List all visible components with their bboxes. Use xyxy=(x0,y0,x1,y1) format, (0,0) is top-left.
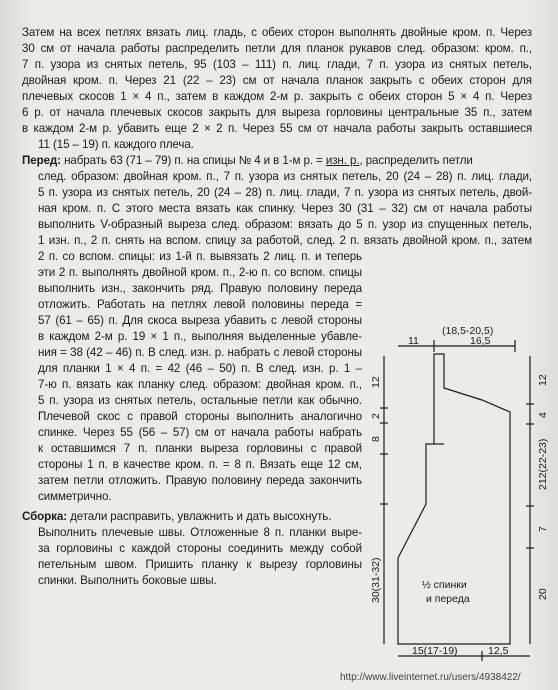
pattern-schematic xyxy=(370,258,550,663)
text-line: эти 2 п. выполнять двойной кром. п., 2-ю п. со вспом. спицы xyxy=(38,266,362,279)
dim-label: 20 xyxy=(537,588,549,600)
dim-label: 2 xyxy=(370,413,382,419)
assembly-first-line xyxy=(22,509,362,525)
text-line: Плечевой скос с правой стороны выполнить аналогично xyxy=(38,410,362,423)
text-line: Затем на всех петлях вязать лиц. гладь, с обеих сторон выполнять двойные кром. п. Через xyxy=(22,26,532,39)
text-line: ния = 38 (42 – 46) п. В след. изн. р. набрать с левой стороны xyxy=(38,346,362,359)
text-line: 1 изн. п., 2 п. снять на вспом. спицу за работой, след. 2 п. вязать двойной кром. п., затем xyxy=(38,234,532,247)
text-line: 6 р. от начала плечевых скосов закрыть для выреза горловины центральные 35 п., затем xyxy=(22,106,532,119)
text-line: 7-ю п. вязать как планку след. образом: двойная кром. п., xyxy=(38,378,362,391)
dim-label: 11 xyxy=(408,335,419,347)
piece-caption: и переда xyxy=(426,593,470,605)
text-line: к оставшимся 7 п. планки выреза горловины с правой xyxy=(38,442,362,455)
text-line: спинки. Выполнить боковые швы. xyxy=(38,574,217,587)
dim-label: 30(31-32) xyxy=(370,557,382,603)
dim-label: 4 xyxy=(537,412,549,418)
text-line: для планки 1 × 4 п. = 42 (46 – 50) п. В след. изн. р. 1 – xyxy=(38,362,362,375)
text-line: симметрично. xyxy=(38,490,112,503)
text-line: отложить. Работать на петлях левой половины переда = xyxy=(38,298,362,311)
dim-label: (18,5-20,5) xyxy=(442,325,494,337)
text-line: след. образом: двойная кром. п., 7 п. узора из снятых петель, 20 (24 – 28) п. лиц. глади, xyxy=(38,170,532,183)
text-fragment: , распределить петли xyxy=(359,154,473,167)
text-line: выполнить V-образный выреза след. образом: вязать до 5 п. узор из спущенных петель, xyxy=(38,218,532,231)
text-line: затем петли отложить. Правую половину переда закончить xyxy=(38,474,362,487)
text-line: 30 см от начала работы распределить петли для планок рукавов след. образом: кром. п., xyxy=(22,42,532,55)
front-first-line xyxy=(22,153,532,169)
text-line: двойная кром. п. Через 21 (22 – 23) см от начала планок закрыть с обеих сторон для xyxy=(22,74,532,87)
text-line: за горловины с каждой стороны соединить между собой xyxy=(38,542,362,555)
text-line: 5 п. узора из снятых петель, остальные петли как обычно. xyxy=(38,394,362,407)
text-fragment-underlined: изн. р. xyxy=(325,154,360,167)
assembly-heading: Сборка: xyxy=(22,510,67,523)
text-line: в каждом 2-м р. убавить еще 2 × 2 п. Через 55 см от начала работы закрыть оставшиеся xyxy=(22,122,532,135)
dim-label: 7 xyxy=(537,526,549,532)
text-line: ная кром. п. С этого места вязать как спинку. Через 30 (31 – 32) см от начала работы xyxy=(38,202,532,215)
dim-label: 212(22-23) xyxy=(537,438,549,490)
dim-label: 8 xyxy=(370,436,382,442)
text-line: 2 п. со вспом. спицы: из 1-й п. вывязать 2 лиц. п. и теперь xyxy=(38,250,362,263)
text-line: 7 п. узора из снятых петель, 95 (103 – 111) п. лиц. глади, 7 п. узора из снятых петель, xyxy=(22,58,532,71)
text-fragment: детали расправить, увлажнить и дать высохнуть. xyxy=(70,510,332,523)
text-line: в каждом 2-м р. 19 × 1 п., выполняя выделенные убавле- xyxy=(38,330,362,343)
text-line: выполнить изн., закончить ряд. Правую половину переда xyxy=(38,282,362,295)
dim-label: 12,5 xyxy=(488,645,509,657)
source-url-watermark: http://www.liveinternet.ru/users/4938422/ xyxy=(340,672,521,683)
text-line: петельным швом. Пришить планку к вырезу горловины xyxy=(38,558,362,571)
text-line: Выполнить плечевые швы. Отложенные 8 п. планки выре- xyxy=(38,526,362,539)
dim-label: 12 xyxy=(537,374,549,386)
piece-caption: ½ спинки xyxy=(422,579,467,591)
text-line: 5 п. узора из снятых петель, 20 (24 – 28) п. лиц. глади, 7 п. узора из снятых петель, двой- xyxy=(38,186,532,199)
dim-label: 15(17-19) xyxy=(412,645,458,657)
text-line: спинке. Через 55 (56 – 57) см от начала работы набрать xyxy=(38,426,362,439)
front-heading: Перед: xyxy=(22,154,61,167)
dim-label: 12 xyxy=(370,376,382,388)
text-line: 11 (15 – 19) п. каждого плеча. xyxy=(38,138,194,151)
text-line: 57 (61 – 65) п. Для скоса выреза убавить с левой стороны xyxy=(38,314,362,327)
text-fragment: набрать 63 (71 – 79) п. на спицы № 4 и в 1-м р. = xyxy=(64,154,323,167)
dim-label: 16,5 xyxy=(470,335,491,347)
text-line: плечевых скосов 1 × 4 п., затем в каждом 2-м р. закрыть с обеих сторон 5 × 4 п. Через xyxy=(22,90,532,103)
text-line: стороны 1 п. в качестве кром. п. = 8 п. Вязать еще 12 см, xyxy=(38,458,362,471)
